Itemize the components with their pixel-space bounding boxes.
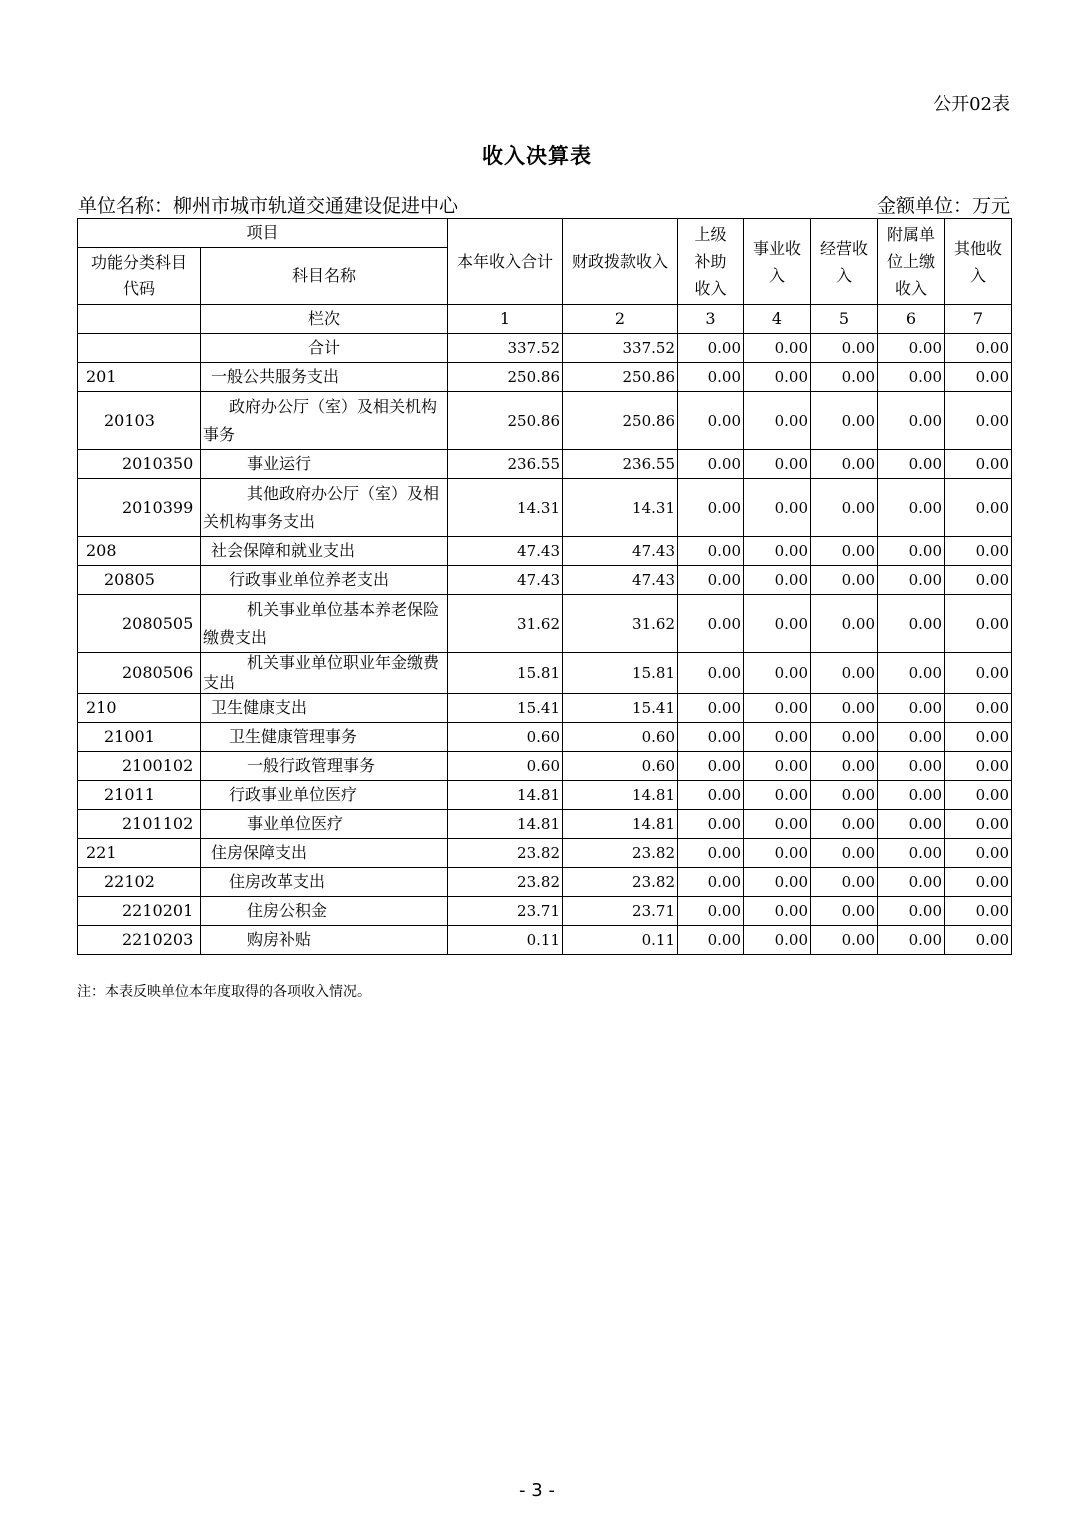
row-value: 0.11 — [448, 926, 563, 955]
row-code: 2100102 — [78, 752, 201, 781]
row-code: 2080505 — [78, 595, 201, 653]
row-name: 机关事业单位职业年金缴费支出 — [201, 653, 448, 694]
row-value: 0.00 — [945, 723, 1012, 752]
row-value: 0.00 — [811, 723, 878, 752]
row-value: 15.41 — [563, 694, 678, 723]
row-value: 0.00 — [678, 810, 744, 839]
row-value: 0.00 — [744, 653, 811, 694]
row-value: 0.00 — [878, 479, 945, 537]
table-row — [78, 653, 1012, 694]
row-value: 0.00 — [678, 334, 744, 363]
row-value: 14.81 — [448, 781, 563, 810]
col-num: 5 — [811, 305, 878, 334]
currency-unit: 金额单位：万元 — [876, 195, 1010, 217]
table-row — [78, 781, 1012, 810]
row-value: 47.43 — [563, 566, 678, 595]
row-value: 0.00 — [878, 653, 945, 694]
page-number: - 3 - — [519, 1480, 555, 1501]
row-value: 0.00 — [744, 868, 811, 897]
row-value: 0.00 — [678, 363, 744, 392]
row-value: 0.00 — [878, 566, 945, 595]
unit-name: 单位名称：柳州市城市轨道交通建设促进中心 — [78, 195, 459, 217]
row-value: 250.86 — [448, 392, 563, 450]
row-value: 0.00 — [744, 897, 811, 926]
col-num: 1 — [448, 305, 563, 334]
row-value: 0.00 — [811, 595, 878, 653]
row-value: 0.00 — [678, 479, 744, 537]
row-value: 23.71 — [448, 897, 563, 926]
row-code — [78, 334, 201, 363]
row-value: 31.62 — [448, 595, 563, 653]
row-value: 0.00 — [878, 537, 945, 566]
row-value: 47.43 — [448, 566, 563, 595]
row-value: 0.00 — [811, 694, 878, 723]
row-value: 0.00 — [878, 868, 945, 897]
row-value: 236.55 — [448, 450, 563, 479]
row-value: 0.00 — [878, 781, 945, 810]
row-name: 卫生健康支出 — [201, 694, 448, 723]
table-row — [78, 752, 1012, 781]
header-col-2: 财政拨款收入 — [563, 219, 678, 305]
row-value: 0.00 — [811, 479, 878, 537]
row-value: 0.00 — [878, 363, 945, 392]
table-row — [78, 450, 1012, 479]
row-name: 住房改革支出 — [201, 868, 448, 897]
row-name: 住房保障支出 — [201, 839, 448, 868]
row-value: 0.00 — [744, 694, 811, 723]
row-value: 0.00 — [811, 566, 878, 595]
row-value: 0.00 — [678, 450, 744, 479]
row-value: 14.81 — [563, 810, 678, 839]
row-value: 0.00 — [945, 334, 1012, 363]
row-value: 31.62 — [563, 595, 678, 653]
col-num: 2 — [563, 305, 678, 334]
row-value: 0.00 — [878, 810, 945, 839]
row-value: 23.82 — [448, 868, 563, 897]
table-row — [78, 392, 1012, 450]
row-value: 0.00 — [811, 334, 878, 363]
row-code: 208 — [78, 537, 201, 566]
row-value: 0.00 — [811, 392, 878, 450]
row-code: 210 — [78, 694, 201, 723]
row-value: 0.00 — [744, 450, 811, 479]
row-value: 0.00 — [811, 839, 878, 868]
row-value: 0.00 — [811, 897, 878, 926]
header-col-3: 上级补助收入 — [678, 219, 744, 305]
row-code: 22102 — [78, 868, 201, 897]
row-value: 0.00 — [744, 363, 811, 392]
row-value: 0.00 — [945, 479, 1012, 537]
row-code: 20103 — [78, 392, 201, 450]
col-num-blank — [78, 305, 201, 334]
col-num: 3 — [678, 305, 744, 334]
table-row — [78, 897, 1012, 926]
header-col-5: 经营收入 — [811, 219, 878, 305]
row-value: 0.00 — [811, 781, 878, 810]
row-value: 0.00 — [678, 566, 744, 595]
row-value: 15.81 — [563, 653, 678, 694]
header-item: 项目 — [78, 219, 448, 248]
row-value: 14.81 — [448, 810, 563, 839]
row-value: 0.00 — [945, 926, 1012, 955]
col-num: 6 — [878, 305, 945, 334]
table-row — [78, 868, 1012, 897]
table-note: 注：本表反映单位本年度取得的各项收入情况。 — [77, 984, 371, 1000]
row-name: 住房公积金 — [201, 897, 448, 926]
row-value: 0.00 — [945, 450, 1012, 479]
row-value: 0.00 — [678, 537, 744, 566]
row-value: 0.00 — [744, 723, 811, 752]
row-value: 47.43 — [563, 537, 678, 566]
row-value: 0.00 — [744, 781, 811, 810]
table-row — [78, 839, 1012, 868]
row-value: 0.00 — [945, 653, 1012, 694]
row-value: 0.00 — [945, 810, 1012, 839]
row-value: 0.00 — [945, 868, 1012, 897]
row-value: 0.00 — [678, 752, 744, 781]
row-value: 0.60 — [563, 752, 678, 781]
row-name: 事业运行 — [201, 450, 448, 479]
row-value: 0.00 — [945, 897, 1012, 926]
header-name: 科目名称 — [201, 248, 448, 305]
row-code: 2210201 — [78, 897, 201, 926]
row-name: 购房补贴 — [201, 926, 448, 955]
table-row — [78, 694, 1012, 723]
row-value: 0.00 — [878, 897, 945, 926]
row-value: 0.00 — [945, 781, 1012, 810]
row-value: 0.00 — [811, 450, 878, 479]
row-value: 0.00 — [878, 334, 945, 363]
row-code: 20805 — [78, 566, 201, 595]
row-name: 机关事业单位基本养老保险缴费支出 — [201, 595, 448, 653]
row-code: 221 — [78, 839, 201, 868]
table-row — [78, 566, 1012, 595]
row-name: 其他政府办公厅（室）及相关机构事务支出 — [201, 479, 448, 537]
row-value: 0.00 — [878, 595, 945, 653]
row-label: 栏次 — [201, 305, 448, 334]
header-col-7: 其他收入 — [945, 219, 1012, 305]
row-value: 0.00 — [744, 392, 811, 450]
row-value: 0.00 — [678, 653, 744, 694]
table-row — [78, 334, 1012, 363]
page-title: 收入决算表 — [482, 143, 592, 168]
row-value: 0.00 — [811, 653, 878, 694]
table-row — [78, 363, 1012, 392]
row-value: 0.00 — [878, 752, 945, 781]
row-value: 0.00 — [945, 595, 1012, 653]
row-value: 14.81 — [563, 781, 678, 810]
row-value: 0.00 — [744, 566, 811, 595]
table-row — [78, 479, 1012, 537]
row-value: 0.00 — [878, 839, 945, 868]
row-value: 0.00 — [678, 868, 744, 897]
row-name: 一般行政管理事务 — [201, 752, 448, 781]
row-value: 47.43 — [448, 537, 563, 566]
header-col-1: 本年收入合计 — [448, 219, 563, 305]
row-value: 0.00 — [744, 752, 811, 781]
row-code: 2101102 — [78, 810, 201, 839]
row-value: 0.00 — [945, 694, 1012, 723]
row-value: 15.41 — [448, 694, 563, 723]
row-code: 2210203 — [78, 926, 201, 955]
row-value: 337.52 — [563, 334, 678, 363]
row-name: 行政事业单位养老支出 — [201, 566, 448, 595]
row-value: 0.00 — [678, 694, 744, 723]
row-value: 0.00 — [678, 781, 744, 810]
row-value: 0.00 — [744, 839, 811, 868]
row-value: 0.00 — [678, 897, 744, 926]
row-value: 0.00 — [811, 868, 878, 897]
table-row — [78, 926, 1012, 955]
row-value: 0.00 — [744, 926, 811, 955]
row-value: 0.00 — [678, 595, 744, 653]
row-code: 2080506 — [78, 653, 201, 694]
row-value: 0.00 — [945, 363, 1012, 392]
row-value: 0.00 — [678, 926, 744, 955]
table-row — [78, 810, 1012, 839]
row-value: 0.00 — [744, 334, 811, 363]
row-name: 事业单位医疗 — [201, 810, 448, 839]
row-value: 0.00 — [678, 392, 744, 450]
row-value: 0.00 — [878, 392, 945, 450]
table-row — [78, 595, 1012, 653]
header-col-4: 事业收入 — [744, 219, 811, 305]
row-value: 250.86 — [563, 363, 678, 392]
row-value: 0.00 — [945, 752, 1012, 781]
income-table — [77, 218, 1012, 955]
row-code: 21001 — [78, 723, 201, 752]
form-number: 公开02表 — [933, 94, 1010, 115]
row-value: 0.00 — [811, 537, 878, 566]
row-value: 250.86 — [448, 363, 563, 392]
row-value: 0.00 — [678, 723, 744, 752]
row-value: 14.31 — [563, 479, 678, 537]
row-value: 0.00 — [744, 810, 811, 839]
col-num: 7 — [945, 305, 1012, 334]
row-value: 15.81 — [448, 653, 563, 694]
row-value: 0.60 — [448, 723, 563, 752]
row-value: 23.82 — [563, 839, 678, 868]
row-value: 23.82 — [448, 839, 563, 868]
row-value: 0.00 — [945, 839, 1012, 868]
row-value: 0.00 — [744, 537, 811, 566]
row-value: 23.71 — [563, 897, 678, 926]
row-value: 0.00 — [945, 537, 1012, 566]
row-value: 0.00 — [811, 810, 878, 839]
row-name: 合计 — [201, 334, 448, 363]
row-name: 一般公共服务支出 — [201, 363, 448, 392]
row-value: 0.00 — [744, 479, 811, 537]
row-code: 2010399 — [78, 479, 201, 537]
row-value: 0.00 — [811, 752, 878, 781]
row-name: 政府办公厅（室）及相关机构事务 — [201, 392, 448, 450]
row-value: 23.82 — [563, 868, 678, 897]
header-code: 功能分类科目代码 — [78, 248, 201, 305]
row-name: 社会保障和就业支出 — [201, 537, 448, 566]
row-value: 0.00 — [811, 926, 878, 955]
row-code: 21011 — [78, 781, 201, 810]
row-value: 0.60 — [563, 723, 678, 752]
row-code: 2010350 — [78, 450, 201, 479]
row-value: 0.00 — [878, 694, 945, 723]
table-row — [78, 723, 1012, 752]
row-value: 0.00 — [878, 723, 945, 752]
row-value: 14.31 — [448, 479, 563, 537]
row-value: 0.00 — [678, 839, 744, 868]
row-value: 250.86 — [563, 392, 678, 450]
row-name: 卫生健康管理事务 — [201, 723, 448, 752]
row-code: 201 — [78, 363, 201, 392]
row-value: 0.00 — [744, 595, 811, 653]
row-value: 337.52 — [448, 334, 563, 363]
row-value: 0.00 — [878, 926, 945, 955]
row-value: 0.00 — [811, 363, 878, 392]
row-value: 236.55 — [563, 450, 678, 479]
table-row — [78, 537, 1012, 566]
row-name: 行政事业单位医疗 — [201, 781, 448, 810]
header-col-6: 附属单位上缴收入 — [878, 219, 945, 305]
row-value: 0.60 — [448, 752, 563, 781]
row-value: 0.11 — [563, 926, 678, 955]
row-value: 0.00 — [945, 566, 1012, 595]
col-num: 4 — [744, 305, 811, 334]
row-value: 0.00 — [878, 450, 945, 479]
row-value: 0.00 — [945, 392, 1012, 450]
